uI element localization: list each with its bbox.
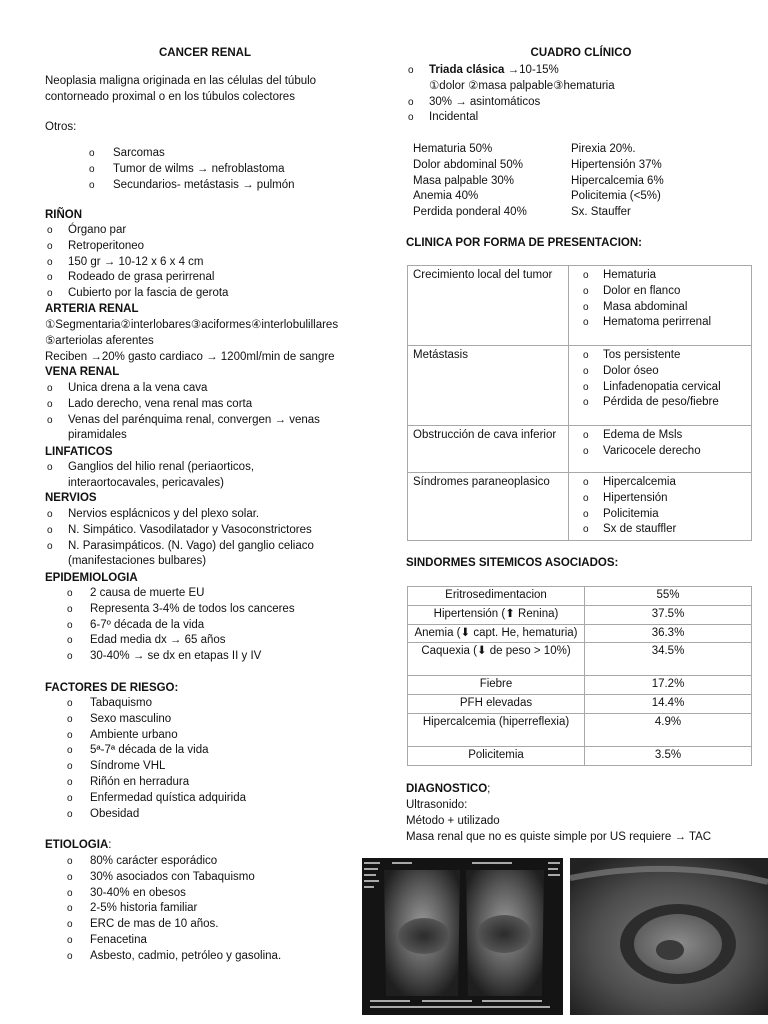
section-title-nervios: NERVIOS	[45, 492, 97, 504]
arteria-text: ①Segmentaria②interlobares③aciformes④interlobulillares ⑤arteriolas aferentes	[45, 319, 339, 347]
list-item: o Linfadenopatia cervical	[569, 380, 746, 396]
list-item: o Triada clásica →10-15% ①dolor ②masa palpable③hematuria	[406, 63, 751, 95]
diagnostico-text: Ultrasonido: Método + utilizado Masa renal que no es quiste simple por US requiere → TAC	[406, 799, 712, 843]
list-item: o Policitemia	[569, 507, 746, 523]
list-item: o 80% carácter esporádico	[45, 854, 365, 870]
list-item: o ERC de mas de 10 años.	[45, 917, 365, 933]
table-cell: Síndromes paraneoplasico	[408, 473, 569, 541]
table-row	[408, 695, 752, 714]
list-item: o Síndrome VHL	[45, 759, 365, 775]
list-item: o Lado derecho, vena renal mas corta	[45, 397, 345, 413]
list-item: o Sx de stauffler	[569, 522, 746, 538]
table-cell: Obstrucción de cava inferior	[408, 426, 569, 473]
list-item: o Fenacetina	[45, 933, 365, 949]
section-title-arteria: ARTERIA RENAL	[45, 303, 139, 315]
table-cell: 36.3%	[585, 624, 752, 643]
list-item: o Dolor en flanco	[569, 284, 746, 300]
table-cell: Hipercalcemia (hiperreflexia)	[408, 713, 585, 746]
table-row	[408, 676, 752, 695]
intro-text: Neoplasia maligna originada en las células del túbulo contorneado proximal o en los túbulos colectores	[45, 75, 317, 103]
list-item: o Secundarios- metástasis → pulmón	[45, 178, 365, 194]
table-cell: PFH elevadas	[408, 695, 585, 714]
list-item: o N. Parasimpáticos. (N. Vago) del ganglio celiaco (manifestaciones bulbares)	[45, 539, 365, 571]
table-row	[408, 346, 752, 426]
table-cell: Fiebre	[408, 676, 585, 695]
list-item: o 5ª-7ª década de la vida	[45, 743, 365, 759]
frequency-right: Pirexia 20%. Hipertensión 37% Hipercalcemia 6% Policitemia (<5%) Sx. Stauffer	[571, 143, 664, 219]
table-cell: Hipertensión (⬆ Renina)	[408, 605, 585, 624]
table-cell: 37.5%	[585, 605, 752, 624]
sindromes-table	[407, 586, 752, 766]
list-item: o Órgano par	[45, 223, 365, 239]
frequency-left: Hematuria 50% Dolor abdominal 50% Masa palpable 30% Anemia 40% Perdida ponderal 40%	[413, 143, 527, 219]
section-title-factores: FACTORES DE RIESGO:	[45, 682, 179, 694]
list-item: o 6-7º década de la vida	[45, 618, 365, 634]
presentacion-table	[407, 265, 752, 541]
factores-list	[45, 696, 365, 822]
section-title-rinon: RIÑON	[45, 209, 83, 221]
table-cell: 4.9%	[585, 713, 752, 746]
list-item: o Enfermedad quística adquirida	[45, 791, 365, 807]
list-item: o Obesidad	[45, 807, 365, 823]
signos-list	[569, 268, 746, 331]
list-item: o Ganglios del hilio renal (periaorticos, interaortocavales, pericavales)	[45, 460, 305, 492]
otros-list	[45, 146, 365, 193]
table-cell: Caquexia (⬇ de peso > 10%)	[408, 643, 585, 676]
list-item: o Varicocele derecho	[569, 444, 746, 460]
list-item: o 30-40% en obesos	[45, 886, 365, 902]
table-row	[408, 746, 752, 765]
list-item: o Ambiente urbano	[45, 728, 365, 744]
list-item: o Sexo masculino	[45, 712, 365, 728]
table-row	[408, 473, 752, 541]
ultrasound-image-kidney	[570, 858, 768, 1015]
list-item: o Pérdida de peso/fiebre	[569, 395, 746, 411]
table-cell: Anemia (⬇ capt. He, hematuria)	[408, 624, 585, 643]
list-item: o Riñón en herradura	[45, 775, 365, 791]
table-row	[408, 266, 752, 346]
table-row	[408, 587, 752, 606]
cuadro-clinico-title: CUADRO CLÍNICO	[530, 47, 632, 59]
section-title-vena: VENA RENAL	[45, 366, 120, 378]
list-item: o Venas del parénquima renal, convergen → venas piramidales	[45, 413, 345, 445]
list-item: o Hematuria	[569, 268, 746, 284]
list-item: o 150 gr → 10-12 x 6 x 4 cm	[45, 255, 365, 271]
arteria-text-2: Reciben →20% gasto cardiaco → 1200ml/min de sangre	[45, 351, 335, 363]
list-item: o 30% asociados con Tabaquismo	[45, 870, 365, 886]
list-item: o Retroperitoneo	[45, 239, 365, 255]
section-title-linfaticos: LINFATICOS	[45, 446, 113, 458]
list-item: o 30-40% → se dx en etapas II y IV	[45, 649, 365, 665]
signos-list	[569, 475, 746, 538]
list-item: o Representa 3-4% de todos los canceres	[45, 602, 365, 618]
list-item: o Nervios esplácnicos y del plexo solar.	[45, 507, 365, 523]
clinica-title: CLINICA POR FORMA DE PRESENTACION:	[406, 237, 642, 249]
list-item: o Cubierto por la fascia de gerota	[45, 286, 365, 302]
cuadro-clinico-list	[406, 63, 751, 126]
table-cell: 3.5%	[585, 746, 752, 765]
etiologia-list	[45, 854, 365, 965]
sindromes-title: SINDORMES SITEMICOS ASOCIADOS:	[406, 557, 619, 569]
list-item: o Hematoma perirrenal	[569, 315, 746, 331]
list-item: o Sarcomas	[45, 146, 365, 162]
list-item: o Tabaquismo	[45, 696, 365, 712]
list-item: o Edad media dx → 65 años	[45, 633, 365, 649]
ultrasound-image-dual	[362, 858, 563, 1015]
list-item: o Dolor óseo	[569, 364, 746, 380]
diagnostico-title: DIAGNOSTICO;	[406, 783, 491, 795]
main-title: CANCER RENAL	[159, 47, 251, 59]
section-title-epidemiologia: EPIDEMIOLOGIA	[45, 572, 138, 584]
signos-list	[569, 428, 746, 460]
list-item: o Edema de Msls	[569, 428, 746, 444]
table-cell: 55%	[585, 587, 752, 606]
list-item: o Tos persistente	[569, 348, 746, 364]
table-cell: Crecimiento local del tumor	[408, 266, 569, 346]
table-row	[408, 426, 752, 473]
table-cell: 14.4%	[585, 695, 752, 714]
table-row	[408, 605, 752, 624]
linfaticos-list	[45, 460, 305, 492]
table-row	[408, 713, 752, 746]
list-item: o 2 causa de muerte EU	[45, 586, 365, 602]
otros-label: Otros:	[45, 121, 77, 133]
table-cell: 17.2%	[585, 676, 752, 695]
list-item: o Asbesto, cadmio, petróleo y gasolina.	[45, 949, 365, 965]
list-item: o Tumor de wilms → nefroblastoma	[45, 162, 365, 178]
list-item: o Incidental	[406, 110, 751, 126]
list-item: o Rodeado de grasa perirrenal	[45, 270, 365, 286]
vena-list	[45, 381, 345, 444]
table-cell: 34.5%	[585, 643, 752, 676]
epidemiologia-list	[45, 586, 365, 665]
signos-list	[569, 348, 746, 411]
list-item: o Hipercalcemia	[569, 475, 746, 491]
rinon-list	[45, 223, 365, 302]
table-cell: Metástasis	[408, 346, 569, 426]
list-item: o N. Simpático. Vasodilatador y Vasoconstrictores	[45, 523, 365, 539]
list-item: o 30% → asintomáticos	[406, 95, 751, 111]
list-item: o Unica drena a la vena cava	[45, 381, 345, 397]
list-item: o Hipertensión	[569, 491, 746, 507]
table-row	[408, 643, 752, 676]
table-cell: Policitemia	[408, 746, 585, 765]
nervios-list	[45, 507, 365, 570]
table-cell: Eritrosedimentacion	[408, 587, 585, 606]
list-item: o 2-5% historia familiar	[45, 901, 365, 917]
table-row	[408, 624, 752, 643]
list-item: o Masa abdominal	[569, 300, 746, 316]
section-title-etiologia: ETIOLOGIA:	[45, 839, 112, 851]
